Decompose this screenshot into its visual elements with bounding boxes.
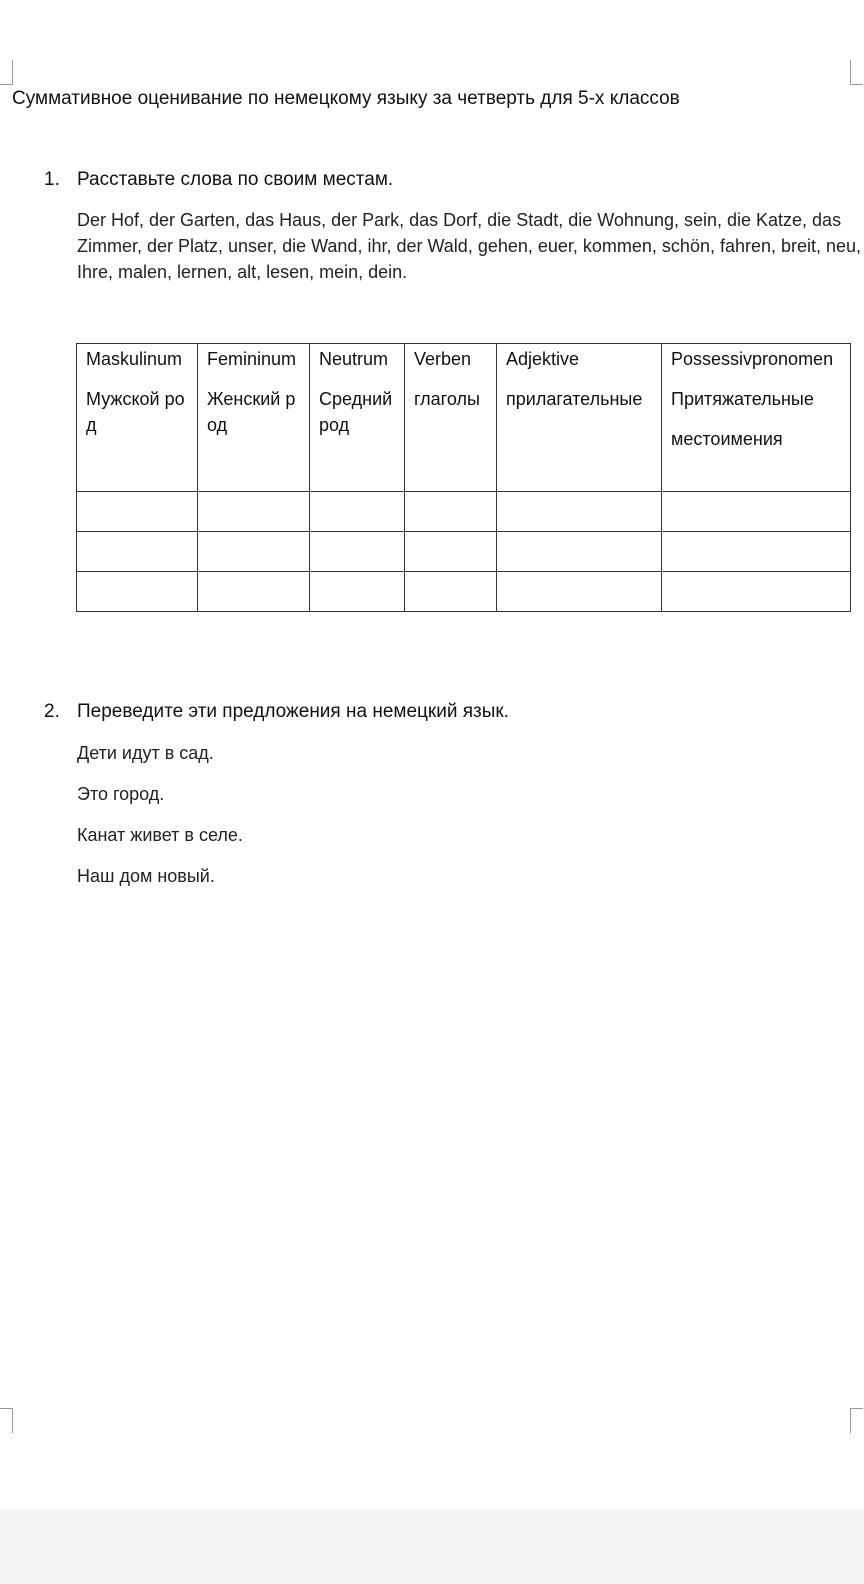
header-german: Possessivpronomen: [671, 349, 834, 369]
answer-cell[interactable]: [77, 492, 198, 532]
answer-cell[interactable]: [497, 492, 662, 532]
header-cell-femininum: [198, 344, 310, 492]
header-german: Femininum: [207, 349, 297, 369]
answer-cell[interactable]: [198, 492, 310, 532]
answer-cell[interactable]: [662, 492, 851, 532]
sorting-table: [76, 343, 851, 612]
margin-corner-top-left: [0, 60, 13, 85]
task2-heading-text: Переведите эти предложения на немецкий язык.: [77, 701, 509, 722]
margin-corner-bottom-left: [0, 1408, 13, 1433]
task2-heading: [44, 699, 509, 725]
header-russian: Средний род: [319, 389, 393, 435]
header-russian-line2: местоимения: [671, 429, 783, 449]
answer-cell[interactable]: [77, 532, 198, 572]
answer-cell[interactable]: [310, 532, 405, 572]
table-row: [77, 572, 851, 612]
header-cell-possessivpronomen: [662, 344, 851, 492]
header-german: Verben: [414, 349, 472, 369]
sentence-list: [77, 740, 243, 904]
sentence: Канат живет в селе.: [77, 825, 243, 845]
header-russian: глаголы: [414, 389, 480, 409]
answer-cell[interactable]: [662, 572, 851, 612]
margin-corner-top-right: [850, 60, 863, 85]
answer-cell[interactable]: [405, 492, 497, 532]
task1-number: 1.: [44, 169, 60, 190]
table-header-row: [77, 344, 851, 492]
task1-heading: [44, 167, 393, 193]
header-russian: прилагательные: [506, 389, 643, 409]
answer-cell[interactable]: [405, 572, 497, 612]
header-russian: Женский род: [207, 389, 296, 435]
sentence: Дети идут в сад.: [77, 743, 214, 763]
header-cell-maskulinum: [77, 344, 198, 492]
answer-cell[interactable]: [310, 572, 405, 612]
answer-cell[interactable]: [310, 492, 405, 532]
header-german: Adjektive: [506, 349, 580, 369]
header-cell-adjektive: [497, 344, 662, 492]
answer-cell[interactable]: [405, 532, 497, 572]
document-title: Суммативное оценивание по немецкому языку за четверть для 5-х классов: [12, 88, 680, 109]
header-german: Maskulinum: [86, 349, 183, 369]
sentence: Это город.: [77, 784, 165, 804]
sentence: Наш дом новый.: [77, 866, 215, 886]
table-row: [77, 492, 851, 532]
answer-cell[interactable]: [497, 572, 662, 612]
answer-cell[interactable]: [198, 572, 310, 612]
margin-corner-bottom-right: [850, 1408, 863, 1433]
word-list: Der Hof, der Garten, das Haus, der Park, das Dorf, die Stadt, die Wohnung, sein, die Katze, das Zimmer, der Platz, unser, die Wand, ihr, der Wald, gehen, euer, kommen, schön, fahren, breit, neu, Ihre, malen, lernen, alt, lesen, mein, dein.: [77, 210, 862, 282]
header-russian: Мужской род: [86, 389, 185, 435]
header-cell-neutrum: [310, 344, 405, 492]
header-russian: Притяжательные: [671, 389, 814, 409]
answer-cell[interactable]: [662, 532, 851, 572]
header-german: Neutrum: [319, 349, 389, 369]
answer-cell[interactable]: [198, 532, 310, 572]
answer-cell[interactable]: [497, 532, 662, 572]
task2-number: 2.: [44, 701, 60, 722]
answer-cell[interactable]: [77, 572, 198, 612]
task1-heading-text: Расставьте слова по своим местам.: [77, 169, 394, 190]
header-cell-verben: [405, 344, 497, 492]
table-row: [77, 532, 851, 572]
